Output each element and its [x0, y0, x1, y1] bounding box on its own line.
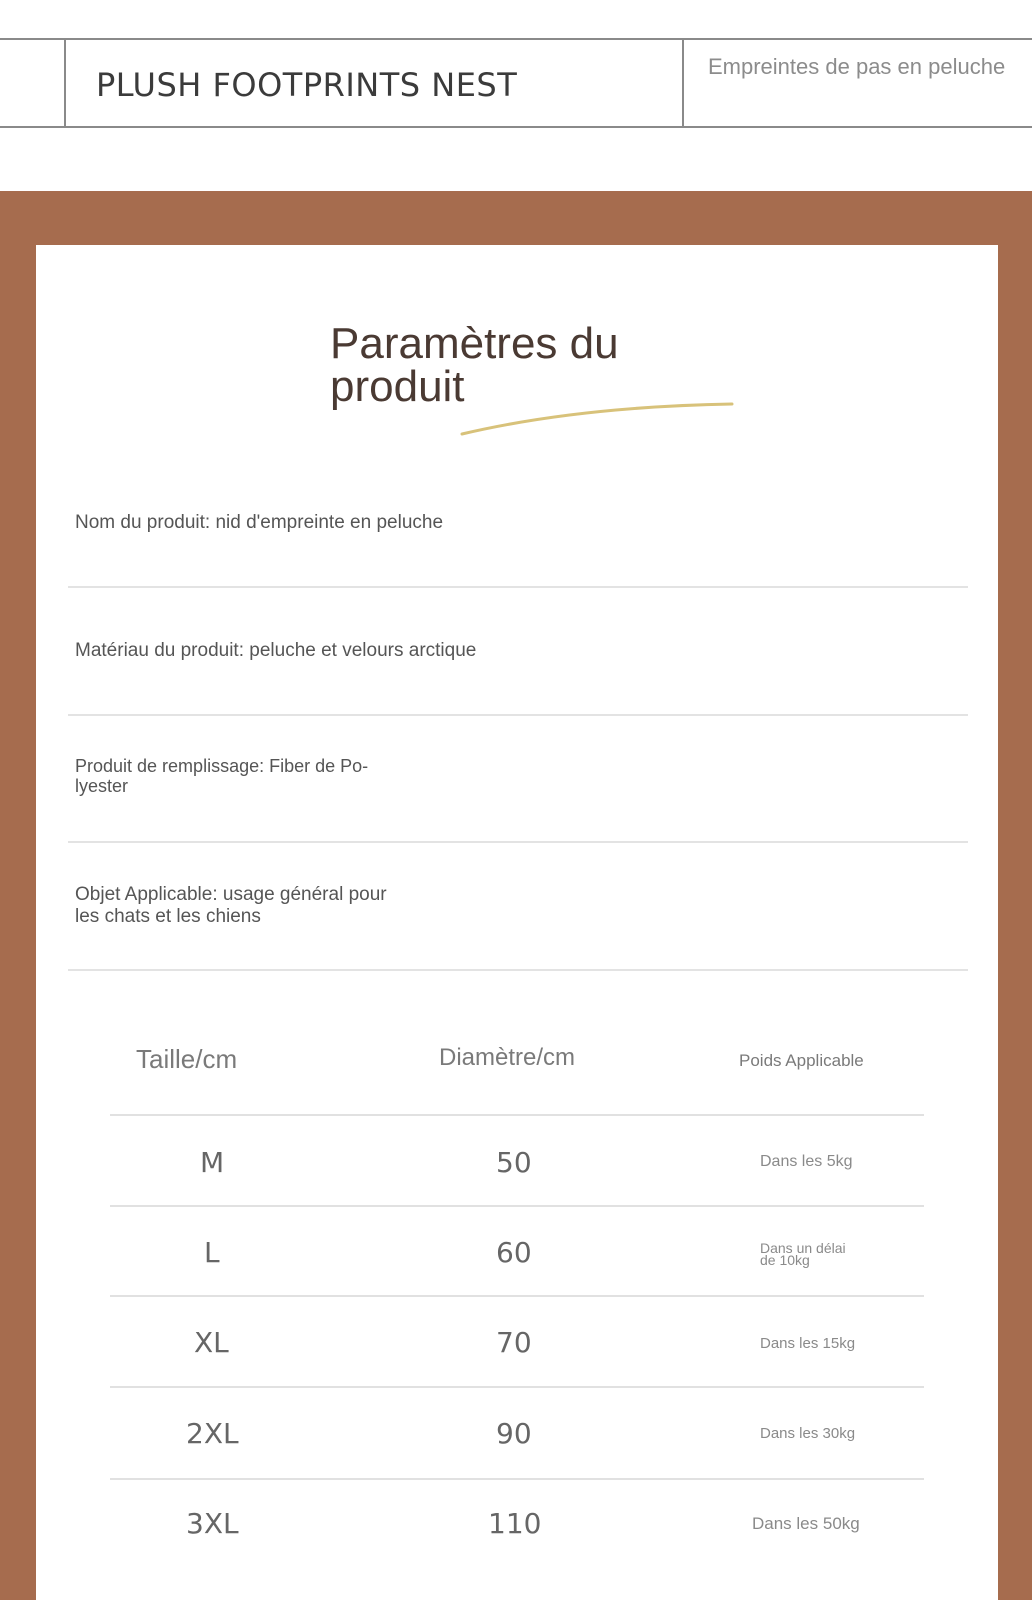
- table-row-divider: [110, 1386, 924, 1388]
- param-divider: [68, 714, 968, 716]
- param-text: Produit de remplissage: Fiber de Po- lyester: [75, 756, 369, 796]
- brand-subtitle: Empreintes de pas en peluche: [708, 54, 1006, 79]
- param-divider: [68, 841, 968, 843]
- table-cell-diameter: 90: [496, 1417, 532, 1450]
- table-cell-diameter: 70: [496, 1326, 532, 1359]
- table-cell-weight: Dans les 30kg: [760, 1425, 856, 1442]
- table-cell-weight: Dans les 15kg: [760, 1335, 856, 1352]
- table-cell-diameter: 50: [496, 1146, 532, 1179]
- table-cell-size: 2XL: [186, 1417, 239, 1450]
- table-cell-size: M: [200, 1146, 225, 1179]
- brand-title: PLUSH FOOTPRINTS NEST: [96, 66, 518, 104]
- table-cell-diameter: 60: [496, 1236, 532, 1269]
- table-cell-size: XL: [194, 1326, 229, 1359]
- header-bottom-rule: [0, 126, 1032, 128]
- table-cell-weight: Dans les 5kg: [760, 1153, 853, 1170]
- param-text: Matériau du produit: peluche et velours arctique: [75, 640, 477, 661]
- title-underline-swoosh: [460, 398, 735, 438]
- header-band: [0, 38, 1032, 130]
- table-header-size: Taille/cm: [136, 1044, 238, 1074]
- param-divider: [68, 586, 968, 588]
- table-row-divider: [110, 1478, 924, 1480]
- table-cell-diameter: 110: [488, 1507, 542, 1540]
- table-cell-weight: Dans un délai de 10kg: [760, 1240, 846, 1268]
- table-cell-size: 3XL: [186, 1507, 239, 1540]
- table-header-divider: [110, 1114, 924, 1116]
- table-row-divider: [110, 1205, 924, 1207]
- header-right-divider: [682, 38, 684, 128]
- table-cell-size: L: [204, 1236, 220, 1269]
- section-title: Paramètres du produit: [330, 319, 619, 411]
- table-header-weight: Poids Applicable: [739, 1051, 864, 1070]
- header-top-rule: [0, 38, 1032, 40]
- param-text: Nom du produit: nid d'empreinte en peluche: [75, 512, 444, 533]
- header-left-divider: [64, 38, 66, 128]
- param-divider: [68, 969, 968, 971]
- table-row-divider: [110, 1295, 924, 1297]
- table-cell-weight: Dans les 50kg: [752, 1514, 860, 1533]
- table-header-diameter: Diamètre/cm: [439, 1044, 576, 1071]
- param-text: Objet Applicable: usage général pour les chats et les chiens: [75, 884, 387, 927]
